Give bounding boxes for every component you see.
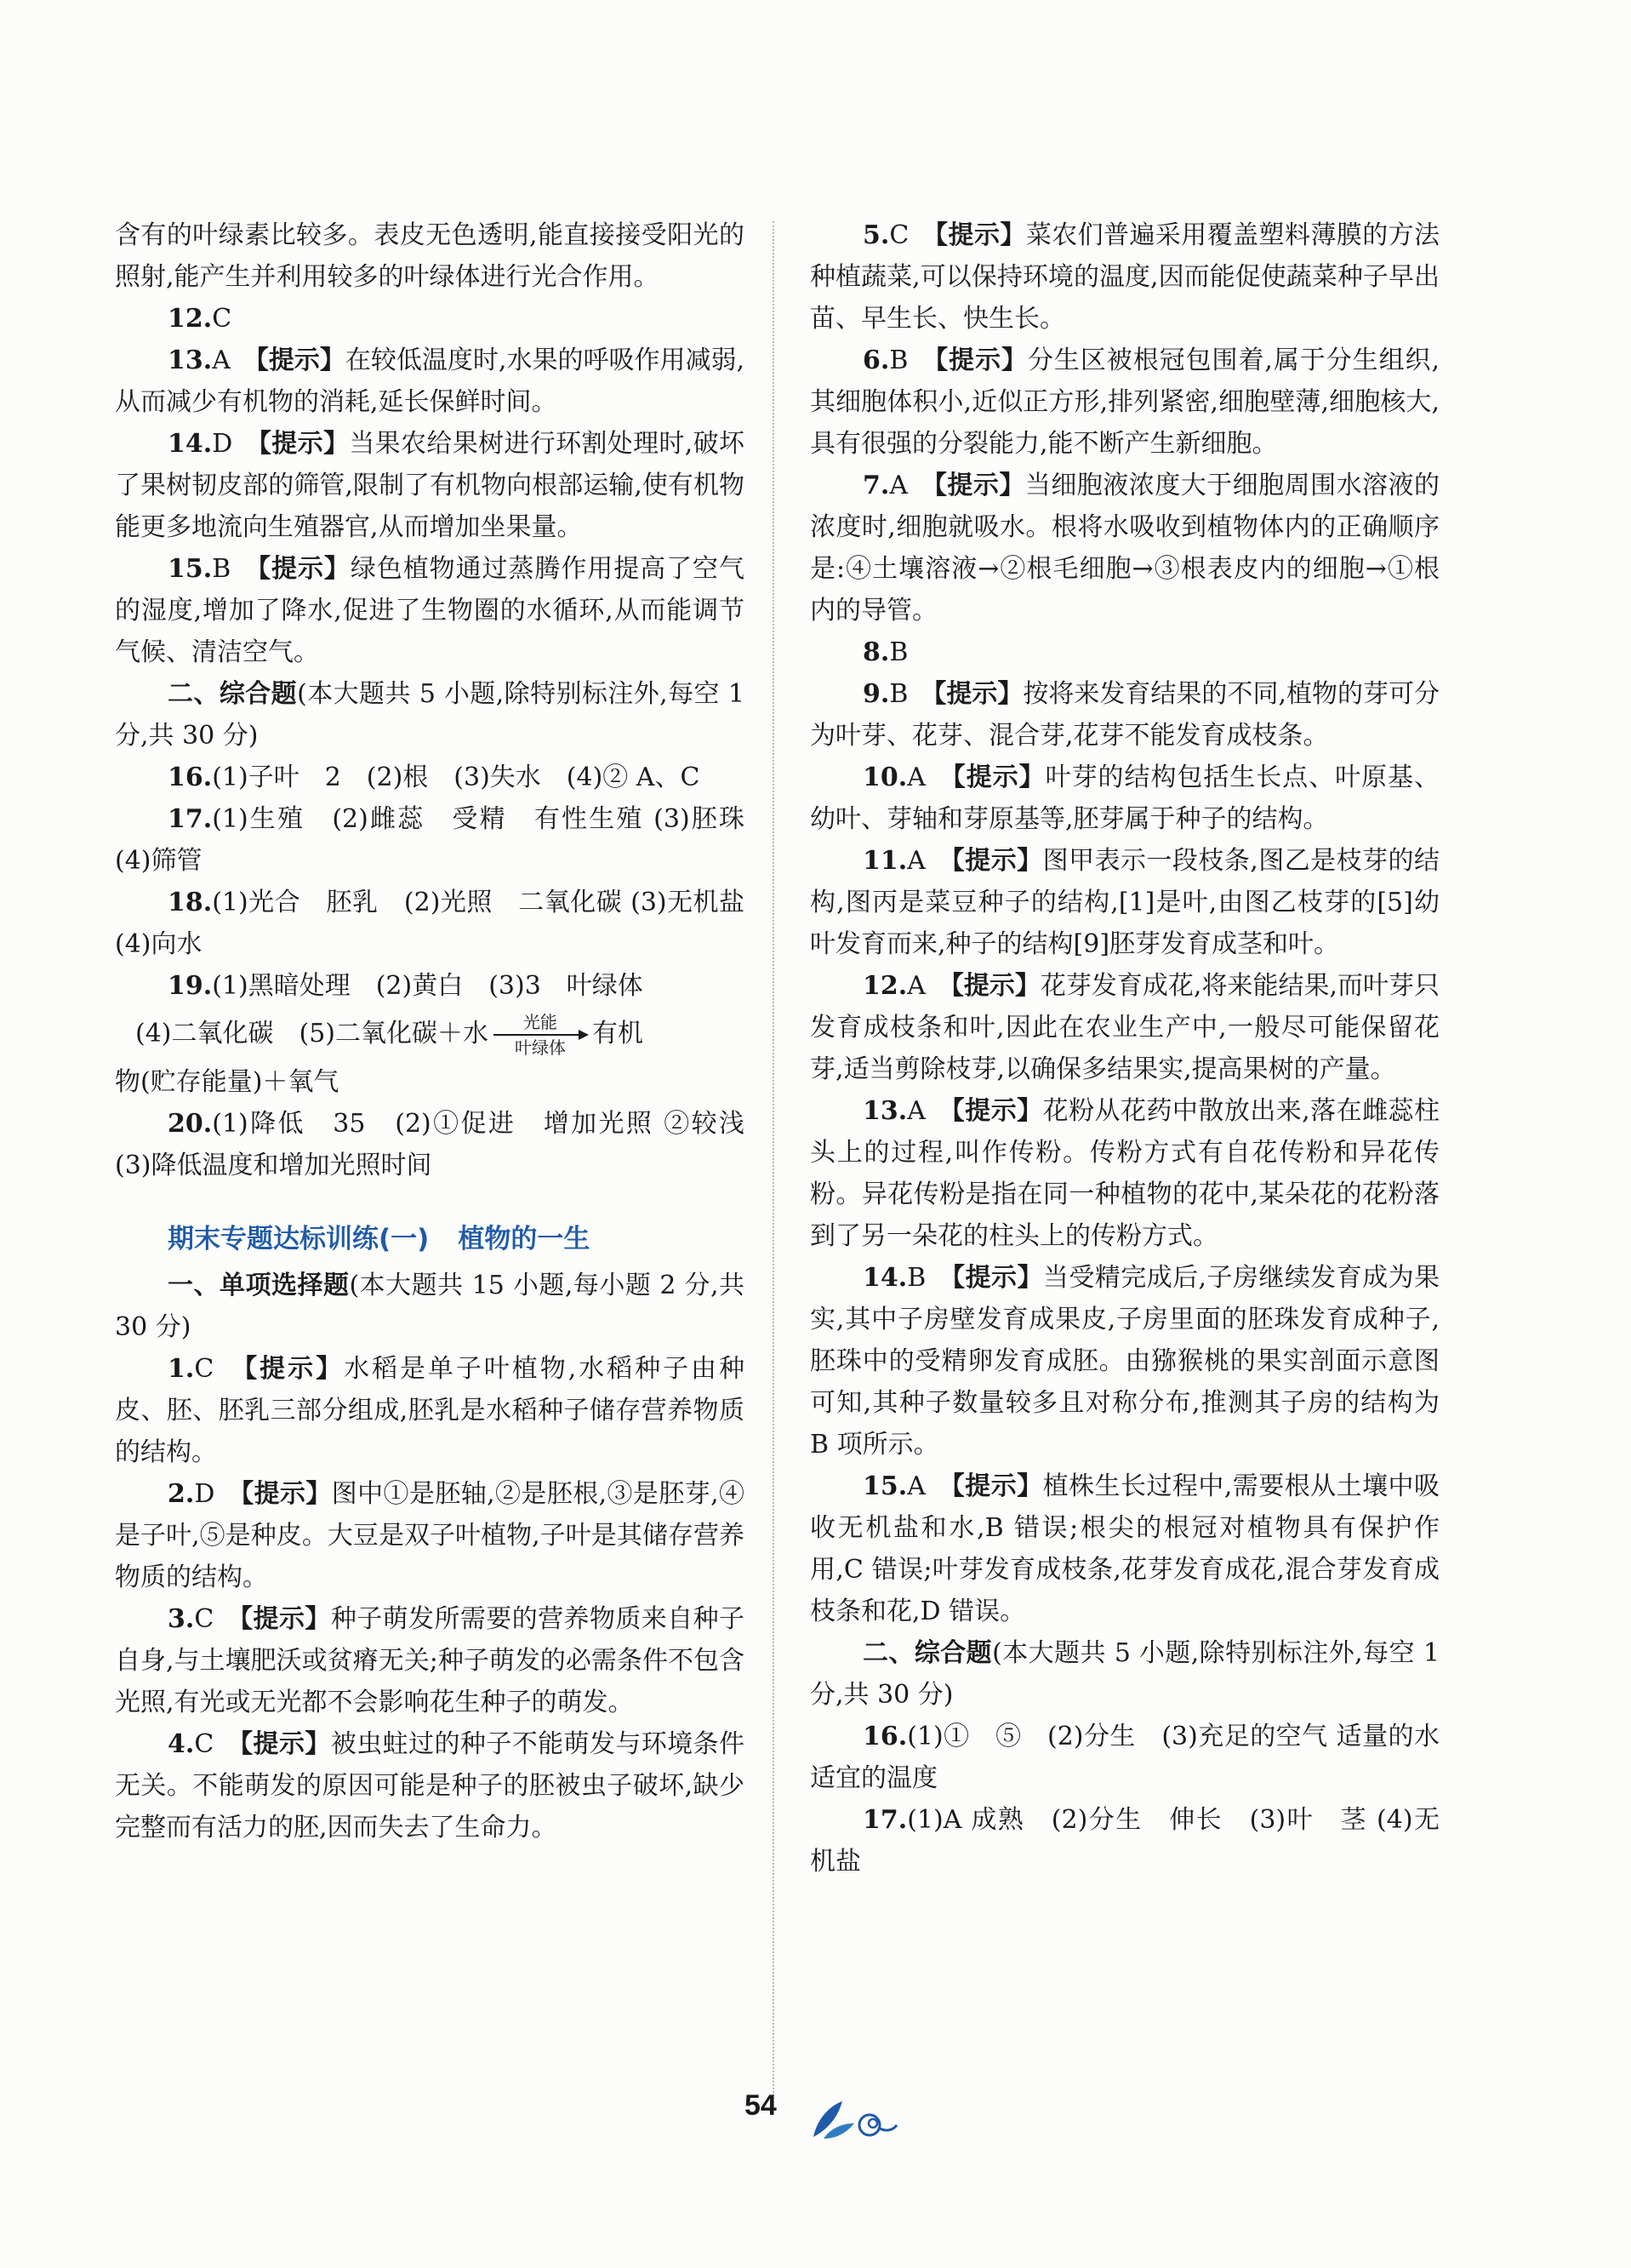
answer-choice: B: [889, 346, 909, 375]
answer-1: [115, 1348, 744, 1473]
answer-choice: A: [907, 846, 926, 876]
section-note: (本大题共 5 小题,除特别标注外,每空 1 分,共 30 分): [115, 679, 745, 751]
answer-4: [115, 1723, 744, 1848]
answer-explanation: 植株生长过程中,需要根从土壤中吸收无机盐和水,B 错误;根尖的根冠对植物具有保护作用,C 错误;叶芽发育成枝条,花芽发育成花,混合芽发育成枝条和花,D 错误。: [810, 1471, 1440, 1626]
answer-choice: B: [212, 554, 231, 584]
answer-number: 5.: [863, 220, 890, 250]
answer-explanation: 当果农给果树进行环割处理时,破坏了果树韧皮部的筛管,限制了有机物向根部运输,使有机物能更多地流向生殖器官,从而增加坐果量。: [115, 429, 744, 542]
answer-6: [810, 340, 1440, 465]
hint-label: 【提示】: [240, 1729, 331, 1759]
section-heading-comprehensive-right: [810, 1632, 1440, 1716]
answer-text: (1)子叶 2 (2)根 (3)失水 (4)② A、C: [212, 763, 700, 792]
answer-number: 19.: [168, 971, 213, 1001]
hint-label: 【提示】: [935, 220, 1026, 250]
reaction-arrow: [493, 1012, 587, 1058]
answer-text: (1)降低 35 (2)①促进 增加光照 ②较浅 (3)降低温度和增加光照时间: [115, 1109, 770, 1180]
answer-number: 16.: [863, 1722, 908, 1751]
answer-text: (1)光合 胚乳 (2)光照 二氧化碳 (3)无机盐 (4)向水: [115, 888, 770, 959]
answer-number: 10.: [863, 763, 908, 792]
answer-explanation: 水稻是单子叶植物,水稻种子由种皮、胚、胚乳三部分组成,胚乳是水稻种子储存营养物质的结构。: [115, 1354, 745, 1467]
section-title: 二、综合题: [168, 679, 298, 709]
answer-number: 18.: [168, 888, 213, 917]
left-column: [115, 214, 770, 1848]
leaf-swirl-icon: [808, 2094, 902, 2145]
section-title: 二、综合题: [863, 1638, 993, 1668]
hint-label: 【提示】: [240, 1604, 331, 1634]
section-heading-choice: [115, 1265, 744, 1348]
unit-title: 期末专题达标训练(一): [168, 1224, 430, 1254]
hint-label: 【提示】: [951, 1471, 1043, 1501]
answer-number: 15.: [863, 1471, 908, 1501]
answer-number: 1.: [168, 1354, 195, 1384]
answer-12-right: [810, 965, 1440, 1090]
answer-number: 15.: [168, 554, 213, 584]
answer-text: (1)A 成熟 (2)分生 伸长 (3)叶 茎 (4)无机盐: [810, 1805, 1440, 1877]
equation-left: (4)二氧化碳 (5)二氧化碳＋水: [135, 1019, 488, 1048]
hint-label: 【提示】: [241, 1479, 332, 1509]
answer-2: [115, 1473, 744, 1598]
arrow-condition-top: 光能: [523, 1012, 557, 1032]
answer-8: [810, 631, 1440, 673]
answer-10: [810, 757, 1440, 840]
answer-13-right: [810, 1090, 1440, 1257]
section-heading-comprehensive: [115, 673, 744, 757]
answer-choice: A: [907, 763, 926, 792]
column-divider: [773, 221, 774, 2106]
answer-choice: A: [212, 346, 231, 375]
answer-20: [115, 1103, 770, 1186]
answer-choice: A: [907, 1471, 926, 1501]
answer-number: 2.: [168, 1479, 195, 1509]
answer-choice: B: [889, 637, 909, 667]
answer-choice: C: [212, 304, 232, 334]
hint-label: 【提示】: [950, 971, 1041, 1001]
hint-label: 【提示】: [951, 846, 1043, 876]
answer-5: [810, 214, 1440, 340]
hint-label: 【提示】: [933, 471, 1025, 500]
hint-label: 【提示】: [255, 346, 345, 375]
answer-choice: C: [194, 1604, 214, 1634]
answer-explanation: 被虫蛀过的种子不能萌发与环境条件无关。不能萌发的原因可能是种子的胚被虫子破坏,缺少完整而有活力的胚,因而失去了生命力。: [115, 1729, 745, 1842]
answer-number: 11.: [863, 846, 908, 876]
hint-label: 【提示】: [952, 1263, 1043, 1293]
hint-label: 【提示】: [951, 1096, 1043, 1126]
answer-text: (1)生殖 (2)雌蕊 受精 有性生殖 (3)胚珠 (4)筛管: [115, 804, 770, 876]
unit-heading: [168, 1217, 744, 1261]
answer-choice: D: [194, 1479, 215, 1509]
answer-choice: B: [889, 679, 909, 709]
answer-number: 4.: [168, 1729, 195, 1759]
unit-subtitle: 植物的一生: [458, 1224, 590, 1254]
answer-number: 12.: [168, 304, 213, 334]
answer-explanation: 按将来发育结果的不同,植物的芽可分为叶芽、花芽、混合芽,花芽不能发育成枝条。: [810, 679, 1440, 751]
answer-choice: B: [907, 1263, 927, 1293]
answer-number: 17.: [863, 1805, 908, 1835]
answer-15-right: [810, 1465, 1440, 1632]
answer-explanation: 当受精完成后,子房继续发育成为果实,其中子房壁发育成果皮,子房里面的胚珠发育成种子,胚珠中的受精卵发育成胚。由猕猴桃的果实剖面示意图可知,其种子数量较多且对称分布,推测其子房的结构为 B 项所示。: [810, 1263, 1440, 1460]
answer-3: [115, 1598, 744, 1723]
answer-number: 13.: [863, 1096, 908, 1126]
hint-label: 【提示】: [952, 763, 1046, 792]
answer-number: 12.: [863, 971, 908, 1001]
answer-19-equation: [115, 1007, 744, 1061]
answer-19-equation-cont: 物(贮存能量)＋氧气: [115, 1067, 339, 1097]
answer-number: 6.: [863, 346, 890, 375]
answer-explanation: 图中①是胚轴,②是胚根,③是胚芽,④是子叶,⑤是种皮。大豆是双子叶植物,子叶是其储存营养物质的结构。: [115, 1479, 745, 1592]
page-footer: [0, 2089, 1631, 2140]
answer-number: 14.: [168, 429, 213, 459]
answer-number: 9.: [863, 679, 890, 709]
answer-explanation: 叶芽的结构包括生长点、叶原基、幼叶、芽轴和芽原基等,胚芽属于种子的结构。: [810, 763, 1440, 834]
answer-explanation: 分生区被根冠包围着,属于分生组织,其细胞体积小,近似正方形,排列紧密,细胞壁薄,细胞核大,具有很强的分裂能力,能不断产生新细胞。: [810, 346, 1440, 459]
right-column: [810, 214, 1465, 1882]
answer-explanation: 种子萌发所需要的营养物质来自种子自身,与土壤肥沃或贫瘠无关;种子萌发的必需条件不包含光照,有光或无光都不会影响花生种子的萌发。: [115, 1604, 745, 1717]
paragraph-continued: 含有的叶绿素比较多。表皮无色透明,能直接接受阳光的照射,能产生并利用较多的叶绿体进行光合作用。: [115, 220, 744, 292]
arrow-icon: [493, 1034, 587, 1036]
answer-14: [115, 423, 744, 548]
answer-choice: A: [889, 471, 908, 500]
answer-18: [115, 882, 770, 965]
hint-label: 【提示】: [258, 429, 350, 459]
answer-number: 17.: [168, 804, 213, 834]
answer-number: 3.: [168, 1604, 195, 1634]
answer-explanation: 菜农们普遍采用覆盖塑料薄膜的方法种植蔬菜,可以保持环境的温度,因而能促使蔬菜种子早出苗、早生长、快生长。: [810, 220, 1440, 334]
answer-explanation: 当细胞液浓度大于细胞周围水溶液的浓度时,细胞就吸水。根将水吸收到植物体内的正确顺序是:④土壤溶液→②根毛细胞→③根表皮内的细胞→①根内的导管。: [810, 471, 1440, 626]
answer-choice: D: [212, 429, 233, 459]
section-note: (本大题共 5 小题,除特别标注外,每空 1 分,共 30 分): [810, 1638, 1440, 1710]
section-note: (本大题共 15 小题,每小题 2 分,共 30 分): [115, 1271, 745, 1342]
answer-explanation: 花粉从花药中散放出来,落在雌蕊柱头上的过程,叫作传粉。传粉方式有自花传粉和异花传粉。异花传粉是指在同一种植物的花中,某朵花的花粉落到了另一朵花的柱头上的传粉方式。: [810, 1096, 1440, 1251]
answer-number: 8.: [863, 637, 890, 667]
answer-9: [810, 673, 1440, 757]
answer-7: [810, 465, 1440, 631]
answer-explanation: 绿色植物通过蒸腾作用提高了空气的湿度,增加了降水,促进了生物圈的水循环,从而能调节气候、清洁空气。: [115, 554, 744, 667]
answer-16: [115, 757, 744, 798]
hint-label: 【提示】: [258, 554, 351, 584]
answer-number: 13.: [168, 346, 213, 375]
answer-text: (1)黑暗处理 (2)黄白 (3)3 叶绿体: [212, 971, 643, 1001]
answer-13: [115, 340, 744, 423]
answer-17-right: [810, 1799, 1440, 1882]
hint-label: 【提示】: [244, 1354, 345, 1384]
answer-number: 7.: [863, 471, 890, 500]
page-number: 54: [744, 2089, 777, 2122]
arrow-condition-bottom: 叶绿体: [515, 1037, 566, 1058]
answer-15: [115, 548, 744, 673]
answer-16-right: [810, 1716, 1465, 1799]
answer-explanation: 图甲表示一段枝条,图乙是枝芽的结构,图丙是菜豆种子的结构,[1]是叶,由图乙枝芽的[5]幼叶发育而来,种子的结构[9]胚芽发育成茎和叶。: [810, 846, 1440, 959]
answer-explanation: 在较低温度时,水果的呼吸作用减弱,从而减少有机物的消耗,延长保鲜时间。: [115, 346, 745, 417]
section-title: 一、单项选择题: [168, 1271, 350, 1300]
answer-choice: A: [907, 971, 926, 1001]
answer-choice: C: [889, 220, 910, 250]
answer-choice: C: [194, 1354, 214, 1384]
answer-number: 20.: [168, 1109, 213, 1139]
hint-label: 【提示】: [933, 679, 1024, 709]
answer-number: 16.: [168, 763, 213, 792]
answer-number: 14.: [863, 1263, 908, 1293]
answer-choice: C: [194, 1729, 214, 1759]
answer-19: [115, 965, 744, 1007]
answer-14-right: [810, 1257, 1440, 1465]
answer-text: (1)① ⑤ (2)分生 (3)充足的空气 适量的水 适宜的温度: [810, 1722, 1465, 1793]
answer-explanation: 花芽发育成花,将来能结果,而叶芽只发育成枝条和叶,因此在农业生产中,一般尽可能保留花芽,适当剪除枝芽,以确保多结果实,提高果树的产量。: [810, 971, 1440, 1084]
hint-label: 【提示】: [935, 346, 1028, 375]
answer-choice: A: [907, 1096, 926, 1126]
answer-17: [115, 798, 770, 882]
answer-11: [810, 840, 1440, 965]
equation-right: 有机: [592, 1019, 643, 1048]
answer-12: [115, 298, 744, 340]
